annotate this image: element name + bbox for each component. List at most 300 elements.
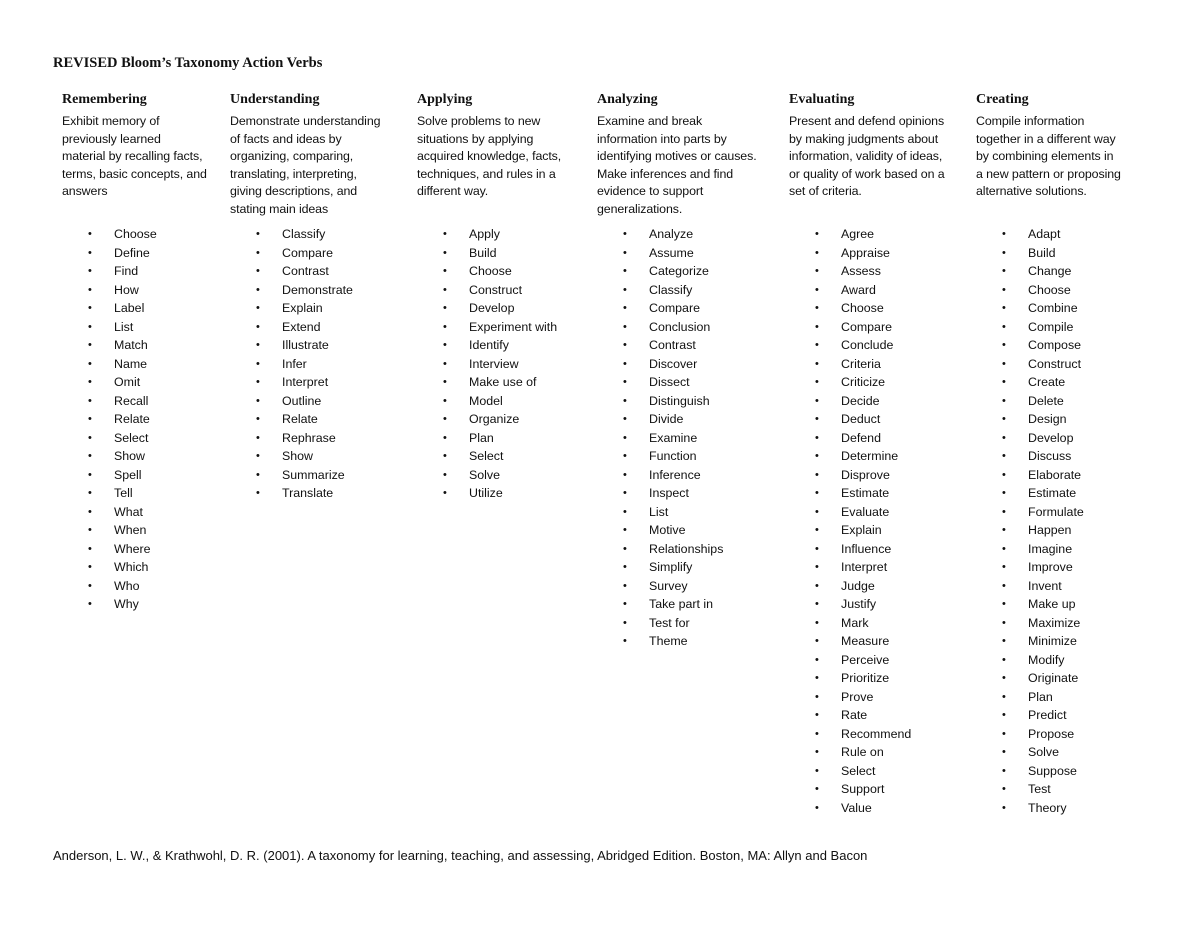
verb-item	[789, 743, 911, 762]
bullet-icon: •	[623, 283, 627, 296]
verb-label: Formulate	[1028, 504, 1084, 519]
verb-item	[789, 429, 911, 448]
verb-item	[976, 262, 1084, 281]
bullet-icon: •	[1002, 746, 1006, 759]
verb-label: Choose	[469, 264, 512, 279]
bullet-icon: •	[1002, 302, 1006, 315]
column-description: Examine and break information into parts by identifying motives or causes. Make inferences and find evidence to support generalizations.	[597, 114, 757, 216]
bullet-icon: •	[815, 635, 819, 648]
verb-label: Justify	[841, 597, 877, 612]
bullet-icon: •	[815, 283, 819, 296]
bullet-icon: •	[256, 376, 260, 389]
bullet-icon: •	[88, 561, 92, 574]
bullet-icon: •	[88, 450, 92, 463]
bullet-icon: •	[623, 487, 627, 500]
bullet-icon: •	[88, 579, 92, 592]
verb-label: Recall	[114, 393, 149, 408]
bullet-icon: •	[1002, 561, 1006, 574]
verb-label: Propose	[1028, 726, 1075, 741]
verb-label: Divide	[649, 412, 684, 427]
bullet-icon: •	[815, 616, 819, 629]
verb-item	[789, 225, 911, 244]
bullet-icon: •	[256, 283, 260, 296]
verb-item	[62, 410, 157, 429]
verb-label: Infer	[282, 356, 307, 371]
bullet-icon: •	[815, 302, 819, 315]
verb-item	[976, 540, 1084, 559]
verb-label: Plan	[469, 430, 494, 445]
verb-label: Compare	[649, 301, 700, 316]
bullet-icon: •	[443, 394, 447, 407]
verb-label: Influence	[841, 541, 892, 556]
verb-label: Make use of	[469, 375, 537, 390]
bullet-icon: •	[256, 228, 260, 240]
verb-label: Contrast	[649, 338, 696, 353]
verb-label: Test	[1028, 782, 1051, 797]
bullet-icon: •	[1002, 635, 1006, 648]
bullet-icon: •	[256, 394, 260, 407]
verb-label: Create	[1028, 375, 1066, 390]
verb-label: Recommend	[841, 726, 912, 741]
bullet-icon: •	[443, 468, 447, 481]
verb-item	[597, 262, 723, 281]
bullet-icon: •	[88, 357, 92, 370]
bullet-icon: •	[1002, 598, 1006, 611]
verb-item	[230, 484, 353, 503]
verb-label: Suppose	[1028, 763, 1077, 778]
verb-item	[976, 632, 1084, 651]
verb-item	[417, 392, 557, 411]
verb-label: Conclude	[841, 338, 894, 353]
bullet-icon: •	[1002, 690, 1006, 703]
column-description: Demonstrate understanding of facts and ideas by organizing, comparing, translating, interpreting, giving descriptions, and stating main ideas	[230, 114, 381, 216]
verb-label: Modify	[1028, 652, 1065, 667]
verb-label: Match	[114, 338, 148, 353]
verb-label: Show	[114, 449, 145, 464]
bullet-icon: •	[815, 579, 819, 592]
column-heading: Analyzing	[597, 92, 658, 107]
verb-label: Compare	[282, 245, 333, 260]
bullet-icon: •	[623, 431, 627, 444]
bullet-icon: •	[815, 672, 819, 685]
bullet-icon: •	[443, 431, 447, 444]
verb-item	[417, 484, 557, 503]
bullet-icon: •	[815, 487, 819, 500]
verb-item	[597, 466, 723, 485]
verb-item	[789, 355, 911, 374]
bullet-icon: •	[1002, 394, 1006, 407]
bullet-icon: •	[88, 265, 92, 278]
verb-item	[417, 429, 557, 448]
verb-label: Compile	[1028, 319, 1074, 334]
verb-item	[597, 447, 723, 466]
bullet-icon: •	[1002, 431, 1006, 444]
bullet-icon: •	[256, 413, 260, 426]
verb-label: Inspect	[649, 486, 689, 501]
verb-label: Spell	[114, 467, 142, 482]
bullet-icon: •	[623, 468, 627, 481]
verb-item	[62, 429, 157, 448]
verb-item	[789, 558, 911, 577]
verb-item	[789, 632, 911, 651]
verb-label: Outline	[282, 393, 322, 408]
verb-label: Theme	[649, 634, 688, 649]
bullet-icon: •	[815, 320, 819, 333]
verb-item	[62, 225, 157, 244]
verb-label: Choose	[114, 227, 157, 241]
verb-item	[417, 318, 557, 337]
verb-item	[976, 799, 1084, 818]
bullet-icon: •	[1002, 339, 1006, 352]
verb-label: Take part in	[649, 597, 714, 612]
bullet-icon: •	[1002, 376, 1006, 389]
verb-item	[230, 244, 353, 263]
verb-item	[789, 299, 911, 318]
verb-label: Discover	[649, 356, 698, 371]
verb-label: Model	[469, 393, 503, 408]
bullet-icon: •	[623, 616, 627, 629]
verb-label: Why	[114, 597, 139, 612]
bullet-icon: •	[443, 228, 447, 240]
verb-item	[230, 318, 353, 337]
bullet-icon: •	[1002, 320, 1006, 333]
verb-label: Conclusion	[649, 319, 711, 334]
bullet-icon: •	[815, 598, 819, 611]
verb-item	[789, 651, 911, 670]
verb-label: Combine	[1028, 301, 1078, 316]
verb-label: Select	[114, 430, 149, 445]
verb-label: Invent	[1028, 578, 1062, 593]
verb-label: Solve	[469, 467, 500, 482]
verb-label: Select	[841, 763, 876, 778]
verb-item	[597, 595, 723, 614]
bullet-icon: •	[1002, 616, 1006, 629]
bullet-icon: •	[88, 505, 92, 518]
bullet-icon: •	[256, 487, 260, 500]
verb-label: How	[114, 282, 139, 297]
bullet-icon: •	[815, 561, 819, 574]
bullet-icon: •	[815, 801, 819, 814]
verb-item	[976, 762, 1084, 781]
verb-item	[597, 244, 723, 263]
verb-item	[62, 466, 157, 485]
verb-item	[417, 447, 557, 466]
bullet-icon: •	[256, 320, 260, 333]
bullet-icon: •	[623, 542, 627, 555]
verb-item	[789, 706, 911, 725]
bullet-icon: •	[815, 505, 819, 518]
verb-label: Examine	[649, 430, 698, 445]
verb-label: Show	[282, 449, 313, 464]
bullet-icon: •	[1002, 727, 1006, 740]
bullet-icon: •	[1002, 783, 1006, 796]
bullet-icon: •	[88, 320, 92, 333]
verb-item	[976, 392, 1084, 411]
bullet-icon: •	[623, 357, 627, 370]
verb-item	[976, 318, 1084, 337]
verb-item	[976, 651, 1084, 670]
bullet-icon: •	[815, 394, 819, 407]
verb-label: Choose	[1028, 282, 1071, 297]
bullet-icon: •	[1002, 413, 1006, 426]
bullet-icon: •	[88, 413, 92, 426]
verb-item	[789, 614, 911, 633]
verb-item	[789, 318, 911, 337]
verb-label: Find	[114, 264, 139, 279]
bullet-icon: •	[256, 265, 260, 278]
verb-item	[976, 299, 1084, 318]
bullet-icon: •	[1002, 579, 1006, 592]
column-creating	[976, 91, 1121, 815]
verb-item	[597, 577, 723, 596]
verb-label: Inference	[649, 467, 701, 482]
bullet-icon: •	[88, 487, 92, 500]
verb-label: What	[114, 504, 143, 519]
verb-item	[230, 410, 353, 429]
citation: Anderson, L. W., & Krathwohl, D. R. (2001). A taxonomy for learning, teaching, and assessing, Abridged Edition. Boston, MA: Allyn and Bacon	[53, 848, 868, 863]
bullet-icon: •	[815, 542, 819, 555]
verb-label: Which	[114, 560, 149, 575]
verb-item	[976, 484, 1084, 503]
verb-item	[976, 244, 1084, 263]
bullet-icon: •	[815, 376, 819, 389]
verb-item	[789, 780, 911, 799]
verb-item	[789, 262, 911, 281]
verb-label: Explain	[282, 301, 323, 316]
verb-item	[62, 355, 157, 374]
verb-item	[976, 281, 1084, 300]
verb-label: Decide	[841, 393, 880, 408]
verb-label: Dissect	[649, 375, 690, 390]
verb-item	[789, 410, 911, 429]
verb-item	[417, 373, 557, 392]
verb-item	[789, 466, 911, 485]
bullet-icon: •	[443, 487, 447, 500]
verb-label: Prioritize	[841, 671, 890, 686]
verb-item	[62, 318, 157, 337]
verb-label: Who	[114, 578, 140, 593]
bullet-icon: •	[815, 468, 819, 481]
verb-item	[62, 244, 157, 263]
verb-label: Estimate	[1028, 486, 1077, 501]
verb-label: Survey	[649, 578, 688, 593]
verb-label: Extend	[282, 319, 321, 334]
verb-label: Classify	[282, 227, 326, 241]
verb-list	[230, 225, 353, 503]
verb-label: Rule on	[841, 745, 884, 760]
verb-item	[976, 688, 1084, 707]
verb-item	[597, 225, 723, 244]
verb-label: Minimize	[1028, 634, 1077, 649]
verb-item	[789, 521, 911, 540]
bullet-icon: •	[1002, 709, 1006, 722]
verb-item	[62, 262, 157, 281]
bullet-icon: •	[815, 727, 819, 740]
bullet-icon: •	[88, 524, 92, 537]
verb-label: Predict	[1028, 708, 1067, 723]
verb-label: Build	[1028, 245, 1056, 260]
bullet-icon: •	[88, 431, 92, 444]
verb-item	[789, 392, 911, 411]
verb-label: Define	[114, 245, 150, 260]
verb-label: Omit	[114, 375, 141, 390]
verb-item	[230, 466, 353, 485]
verb-item	[597, 429, 723, 448]
verb-label: Classify	[649, 282, 693, 297]
bullet-icon: •	[256, 246, 260, 259]
bullet-icon: •	[1002, 524, 1006, 537]
verb-label: Perceive	[841, 652, 890, 667]
verb-label: Relate	[282, 412, 318, 427]
verb-item	[789, 762, 911, 781]
bullet-icon: •	[88, 302, 92, 315]
column-heading: Remembering	[62, 92, 147, 107]
verb-item	[976, 466, 1084, 485]
bullet-icon: •	[623, 320, 627, 333]
verb-label: Design	[1028, 412, 1067, 427]
column-analyzing	[597, 91, 757, 649]
verb-label: Interpret	[841, 560, 888, 575]
bullet-icon: •	[815, 357, 819, 370]
verb-label: Distinguish	[649, 393, 710, 408]
verb-item	[976, 521, 1084, 540]
verb-label: Discuss	[1028, 449, 1072, 464]
verb-label: Interview	[469, 356, 519, 371]
document-title: REVISED Bloom’s Taxonomy Action Verbs	[53, 55, 323, 71]
verb-label: Relate	[114, 412, 150, 427]
verb-label: Judge	[841, 578, 875, 593]
verb-label: Theory	[1028, 800, 1067, 815]
verb-label: Identify	[469, 338, 509, 353]
bullet-icon: •	[623, 524, 627, 537]
bullet-icon: •	[815, 431, 819, 444]
verb-item	[230, 299, 353, 318]
verb-list	[417, 225, 557, 503]
verb-item	[62, 336, 157, 355]
verb-label: Contrast	[282, 264, 329, 279]
bullet-icon: •	[815, 690, 819, 703]
bullet-icon: •	[88, 376, 92, 389]
verb-label: Determine	[841, 449, 899, 464]
verb-item	[62, 595, 157, 614]
verb-label: Measure	[841, 634, 890, 649]
verb-label: Mark	[841, 615, 869, 630]
verb-item	[597, 632, 723, 651]
verb-label: Summarize	[282, 467, 345, 482]
bullet-icon: •	[1002, 283, 1006, 296]
verb-label: Defend	[841, 430, 881, 445]
bullet-icon: •	[443, 339, 447, 352]
column-heading: Creating	[976, 92, 1029, 107]
verb-label: Test for	[649, 615, 690, 630]
verb-label: Elaborate	[1028, 467, 1082, 482]
bullet-icon: •	[88, 283, 92, 296]
verb-label: Simplify	[649, 560, 693, 575]
verb-item	[62, 521, 157, 540]
bullet-icon: •	[815, 228, 819, 240]
verb-label: Apply	[469, 227, 500, 241]
verb-item	[976, 595, 1084, 614]
bullet-icon: •	[1002, 450, 1006, 463]
bullet-icon: •	[623, 394, 627, 407]
bullet-icon: •	[815, 450, 819, 463]
verb-item	[597, 558, 723, 577]
verb-item	[417, 244, 557, 263]
verb-label: Demonstrate	[282, 282, 353, 297]
verb-label: Select	[469, 449, 504, 464]
bullet-icon: •	[88, 542, 92, 555]
verb-label: Value	[841, 800, 872, 815]
bullet-icon: •	[815, 653, 819, 666]
bullet-icon: •	[443, 283, 447, 296]
verb-item	[789, 577, 911, 596]
verb-item	[597, 299, 723, 318]
verb-label: Disprove	[841, 467, 890, 482]
verb-item	[62, 577, 157, 596]
verb-item	[789, 336, 911, 355]
verb-label: Happen	[1028, 523, 1072, 538]
verb-item	[597, 281, 723, 300]
verb-label: When	[114, 523, 147, 538]
verb-item	[789, 688, 911, 707]
bullet-icon: •	[443, 413, 447, 426]
bullet-icon: •	[1002, 764, 1006, 777]
verb-item	[976, 355, 1084, 374]
verb-label: Compare	[841, 319, 892, 334]
verb-item	[976, 614, 1084, 633]
verb-label: Criteria	[841, 356, 881, 371]
bullet-icon: •	[815, 783, 819, 796]
verb-label: Label	[114, 301, 145, 316]
bullet-icon: •	[88, 339, 92, 352]
verb-item	[789, 447, 911, 466]
bullet-icon: •	[1002, 801, 1006, 814]
verb-label: Analyze	[649, 227, 694, 241]
bullet-icon: •	[1002, 468, 1006, 481]
verb-item	[417, 410, 557, 429]
verb-label: Organize	[469, 412, 520, 427]
bullet-icon: •	[623, 635, 627, 648]
verb-label: Imagine	[1028, 541, 1073, 556]
verb-item	[417, 225, 557, 244]
verb-label: Utilize	[469, 486, 503, 501]
verb-item	[597, 373, 723, 392]
verb-item	[417, 336, 557, 355]
verb-label: Rate	[841, 708, 868, 723]
verb-item	[62, 503, 157, 522]
verb-label: Agree	[841, 227, 875, 241]
verb-label: Experiment with	[469, 319, 558, 334]
verb-label: Estimate	[841, 486, 890, 501]
verb-label: Name	[114, 356, 148, 371]
verb-item	[789, 503, 911, 522]
verb-label: Categorize	[649, 264, 709, 279]
verb-list	[976, 225, 1084, 818]
verb-label: Plan	[1028, 689, 1053, 704]
verb-label: Where	[114, 541, 151, 556]
verb-item	[597, 614, 723, 633]
verb-item	[417, 281, 557, 300]
bullet-icon: •	[443, 246, 447, 259]
bullet-icon: •	[623, 561, 627, 574]
verb-label: Construct	[1028, 356, 1082, 371]
verb-list	[597, 225, 723, 651]
verb-label: Award	[841, 282, 876, 297]
verb-item	[597, 392, 723, 411]
column-description: Exhibit memory of previously learned material by recalling facts, terms, basic concepts, and answers	[62, 114, 207, 198]
column-remembering	[62, 91, 207, 612]
bullet-icon: •	[443, 320, 447, 333]
